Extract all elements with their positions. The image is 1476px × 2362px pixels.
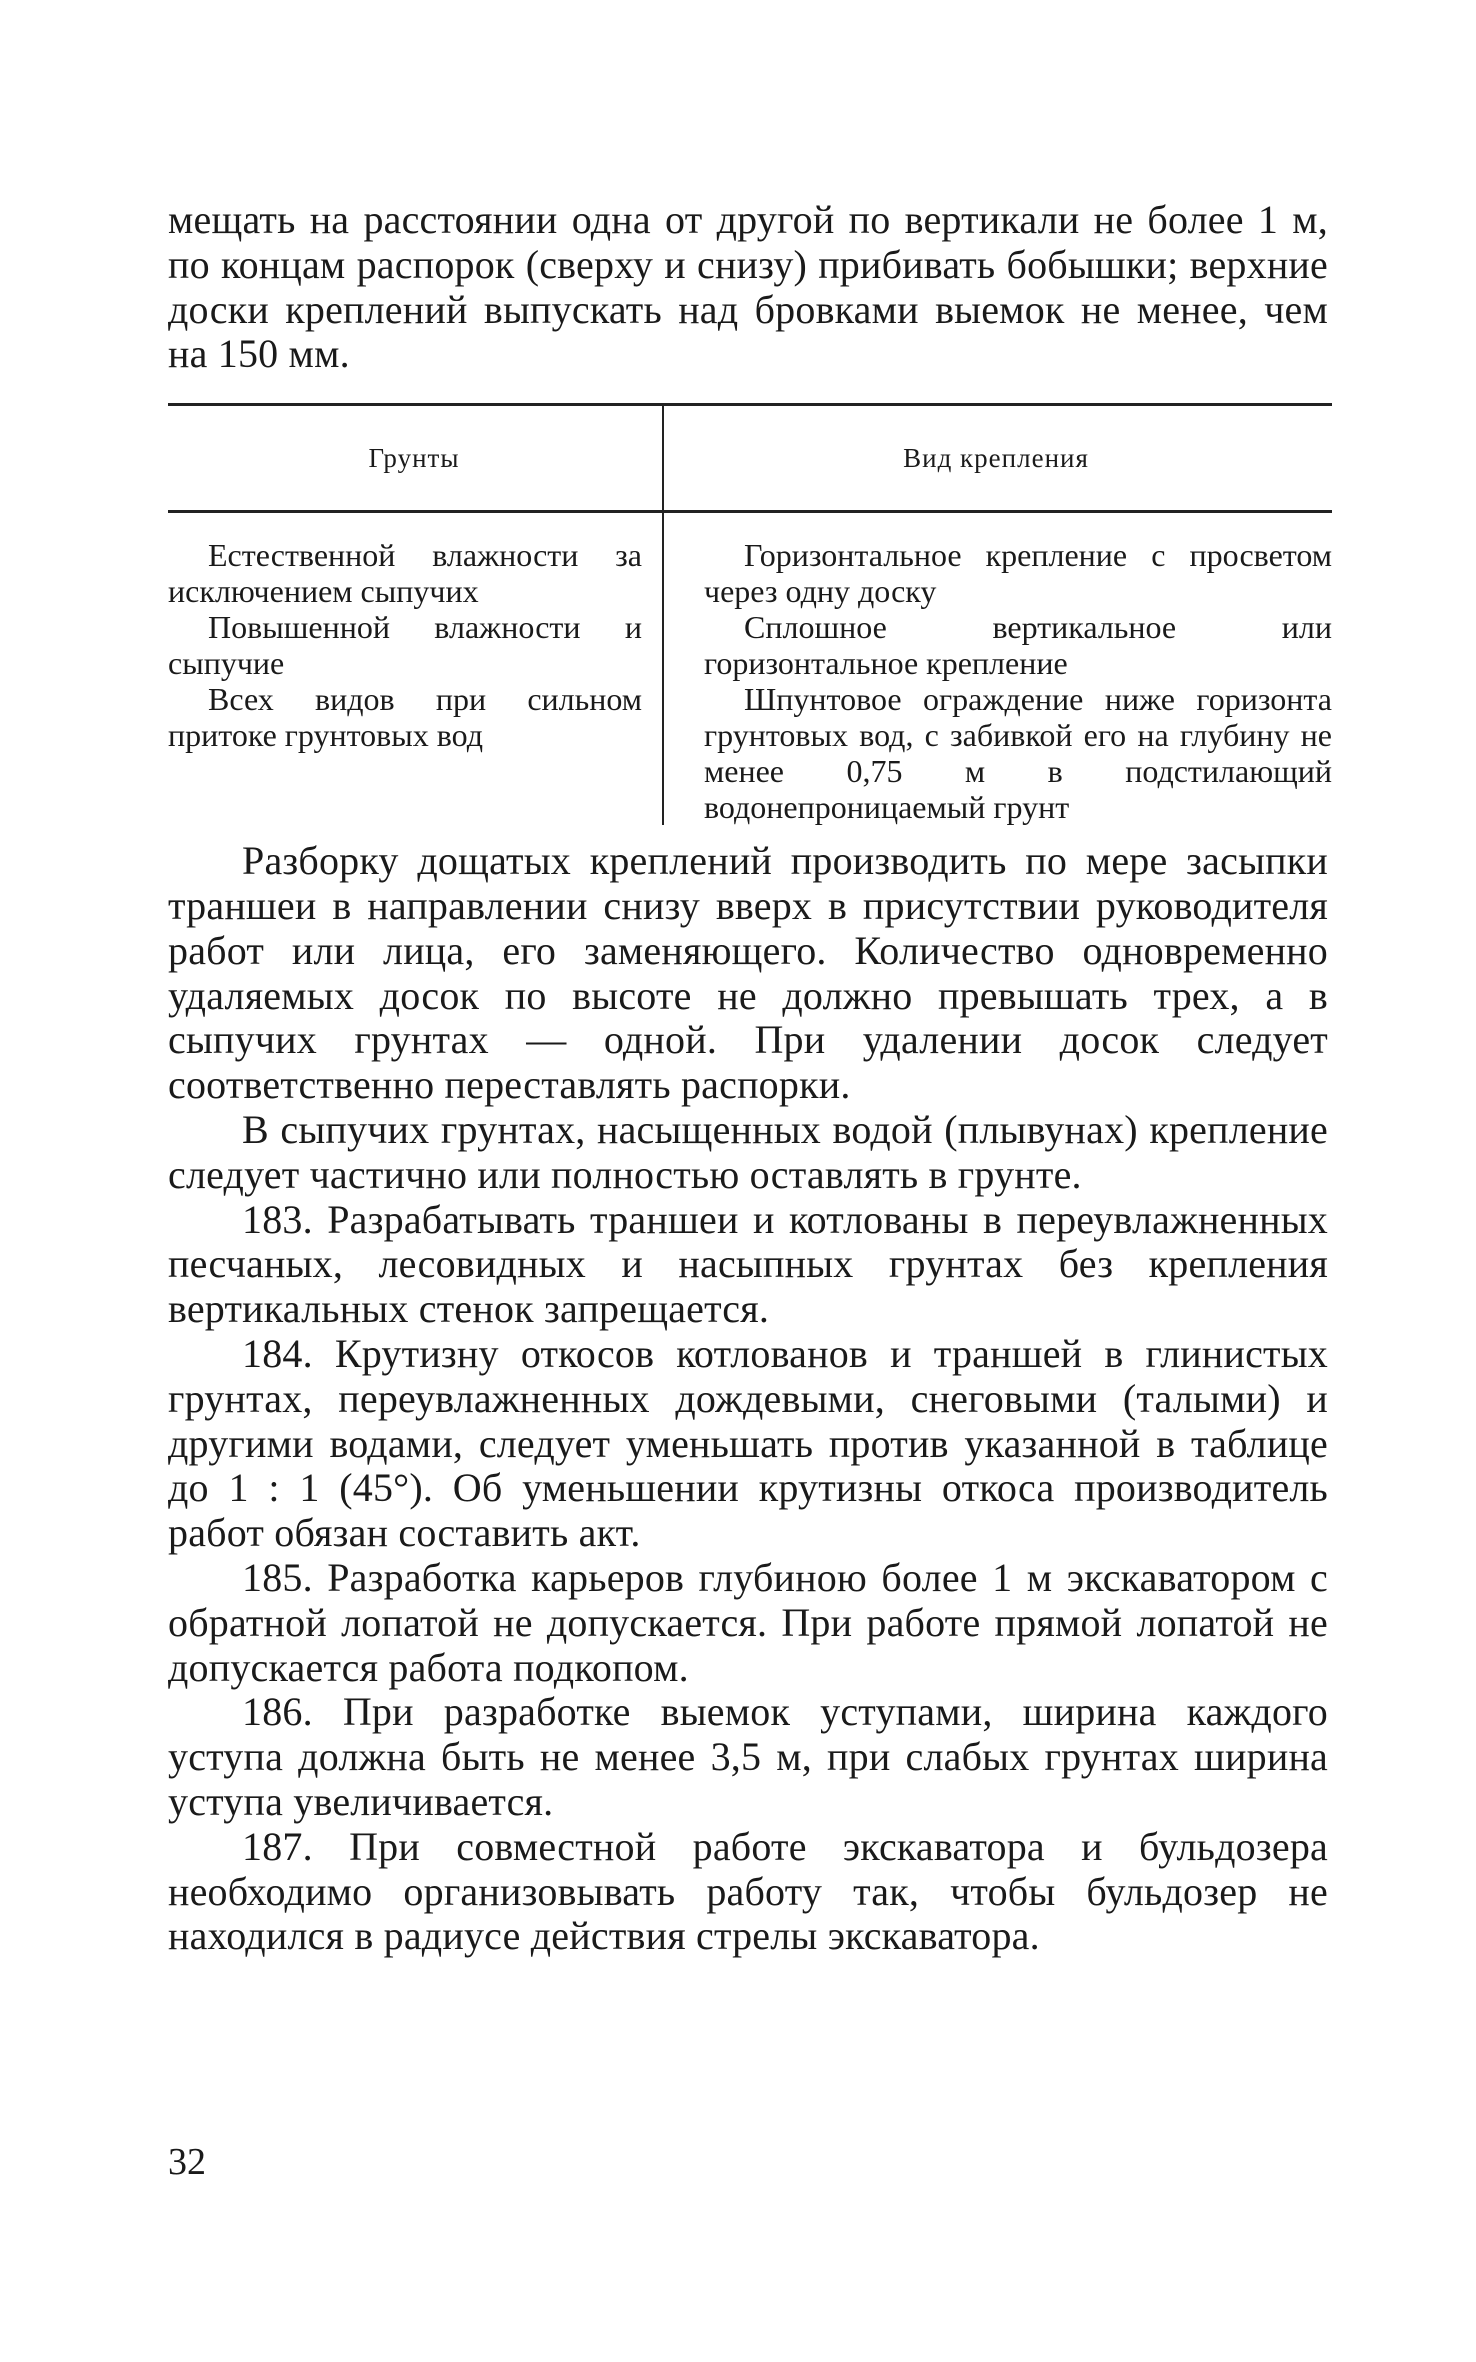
soil-entry: Повышенной влажности и сыпучие — [168, 609, 642, 682]
page-content — [168, 197, 1332, 1959]
fastening-table — [168, 403, 1332, 825]
soil-entry: Естественной влажности за исключением сыпучих — [168, 537, 642, 610]
column-divider — [662, 403, 664, 825]
table-header-row — [168, 406, 1332, 510]
paragraph-185: 185. Разработка карьеров глубиною более 1 м экскаватором с обратной лопатой не допускается. При работе прямой лопатой не допускается работа подкопом. — [168, 1554, 1328, 1690]
header-fastening-type: Вид крепления — [903, 442, 1089, 473]
fastening-entry: Сплошное вертикальное или горизонтальное крепление — [704, 609, 1332, 682]
fastening-entry: Шпунтовое ограждение ниже горизонта грунтовых вод, с забивкой его на глубину не менее 0,75 м в подстилающий водонепроницаемый грунт — [704, 681, 1332, 826]
page-number: 32 — [168, 2141, 206, 2183]
paragraph-quicksand: В сыпучих грунтах, насыщенных водой (плывунах) крепление следует частично или полностью оставлять в грунте. — [168, 1106, 1328, 1197]
soil-column — [168, 537, 660, 825]
paragraph-183: 183. Разрабатывать траншеи и котлованы в переувлажненных песчаных, лесовидных и насыпных грунтах без крепления вертикальных стенок запрещается. — [168, 1196, 1328, 1332]
paragraph-184: 184. Крутизну откосов котлованов и траншей в глинистых грунтах, переувлажненных дождевыми, снеговыми (талыми) и другими водами, следует уменьшать против указанной в таблице до 1 : 1 (45°). Об уменьшении крутизны откоса производитель работ обязан составить акт. — [168, 1330, 1328, 1556]
intro-paragraph: мещать на расстоянии одна от другой по вертикали не более 1 м, по концам распорок (сверху и снизу) прибивать бобышки; верхние доски креплений выпускать над бровками выемок не менее, чем на 150 мм. — [168, 197, 1328, 377]
header-soils: Грунты — [368, 442, 460, 473]
paragraph-187: 187. При совместной работе экскаватора и бульдозера необходимо организовывать работу так, чтобы бульдозер не находился в радиусе действия стрелы экскаватора. — [168, 1823, 1328, 1959]
fastening-column — [660, 537, 1332, 825]
soil-entry: Всех видов при сильном притоке грунтовых вод — [168, 681, 642, 754]
fastening-entry: Горизонтальное крепление с просветом через одну доску — [704, 537, 1332, 610]
table-body — [168, 513, 1332, 825]
paragraph-dismantling: Разборку дощатых креплений производить по мере засыпки траншеи в направлении снизу вверх в присутствии руководителя работ или лица, его заменяющего. Количество одновременно удаляемых досок по высоте не должно превышать трех, а в сыпучих грунтах — одной. При удалении досок следует соответственно переставлять распорки. — [168, 838, 1328, 1108]
paragraph-186: 186. При разработке выемок уступами, ширина каждого уступа должна быть не менее 3,5 м, при слабых грунтах ширина уступа увеличивается. — [168, 1689, 1328, 1824]
